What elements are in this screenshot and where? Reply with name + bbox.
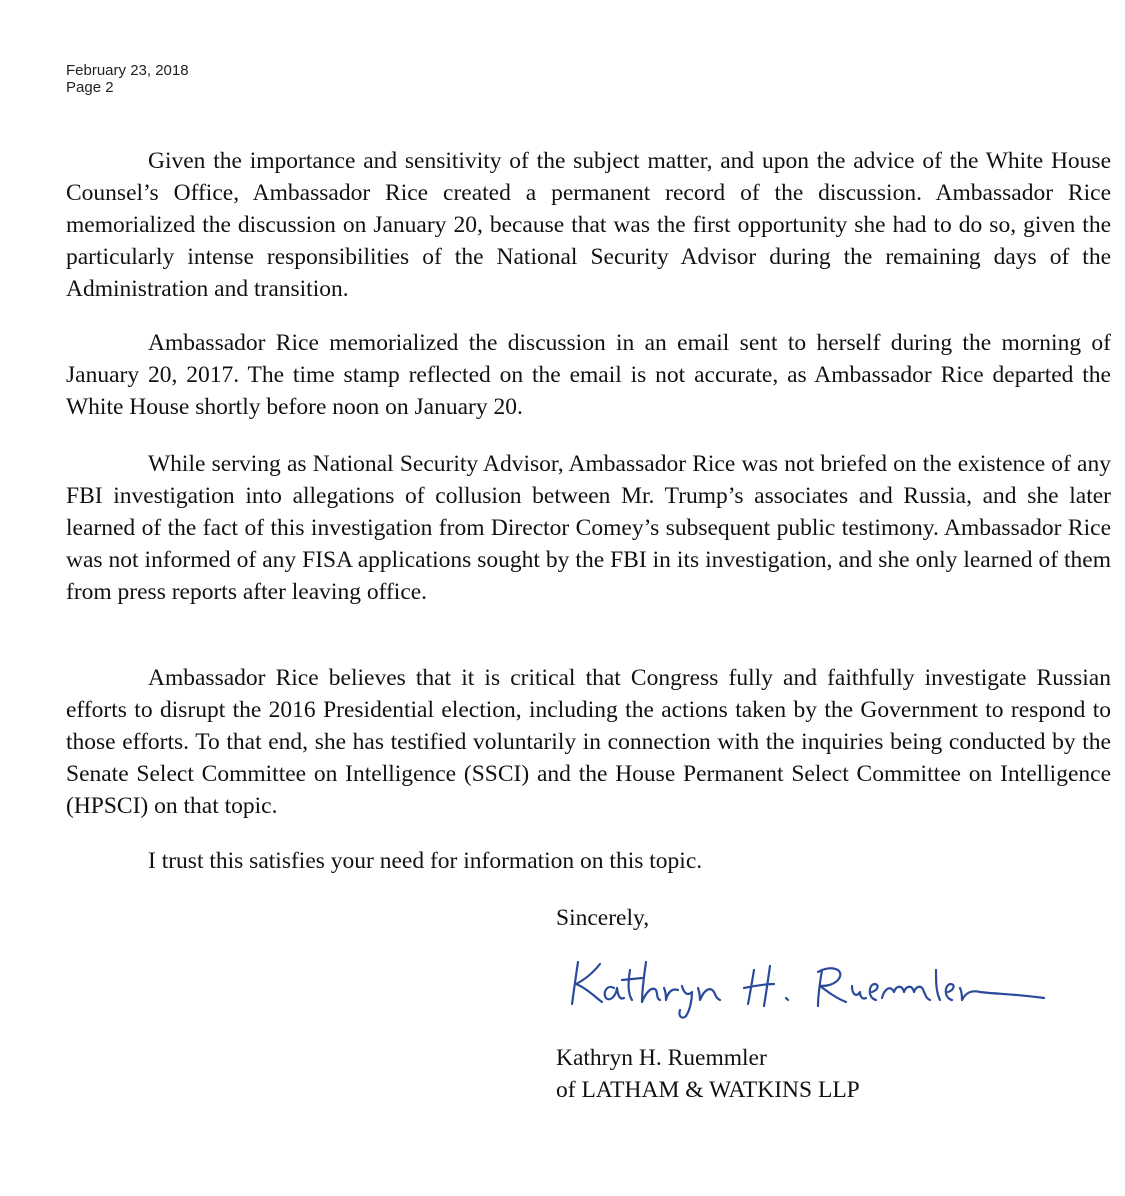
header-page-number: Page 2 [66, 79, 114, 96]
page-header [66, 62, 189, 96]
signatory-name: Kathryn H. Ruemmler [556, 1045, 767, 1071]
salutation: Sincerely, [556, 905, 650, 931]
paragraph-email: Ambassador Rice memorialized the discussion in an email sent to herself during the morning of January 20, 2017. The time stamp reflected on the email is not accurate, as Ambassador Rice departed the White House shortly before noon on January 20. [66, 330, 1111, 420]
signatory-firm: of LATHAM & WATKINS LLP [556, 1077, 860, 1103]
header-date: February 23, 2018 [66, 62, 189, 79]
paragraph-record: Given the importance and sensitivity of the subject matter, and upon the advice of the White House Counsel’s Office, Ambassador Rice created a permanent record of the discussion. Ambassador Rice memorialized the discussion on January 20, because that was the first opportunity she had to do so, given the particularly intense responsibilities of the National Security Advisor during the remaining days of the Administration and transition. [66, 148, 1111, 302]
paragraph-fbi: While serving as National Security Advisor, Ambassador Rice was not briefed on the existence of any FBI investigation into allegations of collusion between Mr. Trump’s associates and Russia, and she later learned of the fact of this investigation from Director Comey’s subsequent public testimony. Ambassador Rice was not informed of any FISA applications sought by the FBI in its investigation, and she only learned of them from press reports after leaving office. [66, 451, 1111, 605]
paragraph-congress: Ambassador Rice believes that it is critical that Congress fully and faithfully investigate Russian efforts to disrupt the 2016 Presidential election, including the actions taken by the Government to respond to those efforts. To that end, she has testified voluntarily in connection with the inquiries being conducted by the Senate Select Committee on Intelligence (SSCI) and the House Permanent Select Committee on Intelligence (HPSCI) on that topic. [66, 665, 1111, 819]
paragraph-closing: I trust this satisfies your need for information on this topic. [148, 848, 703, 874]
handwritten-signature [556, 940, 1056, 1020]
